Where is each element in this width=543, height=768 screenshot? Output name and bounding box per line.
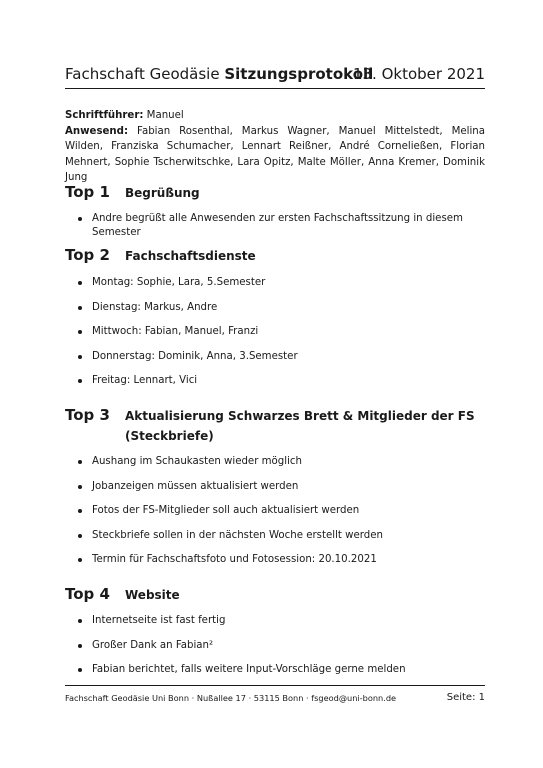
page-number: Seite: 1: [446, 692, 485, 703]
top-2-items: [65, 276, 485, 399]
attendees-list: Fabian Rosenthal, Markus Wagner, Manuel Mittelstedt, Melina Wilden, Franziska Schumacher, Lennart Reißner, André Corneließen, Florian Mehnert, Sophie Tscherwitschke, Lara Opitz, Malte Möller, Anna Kremer, Dominik Jung: [65, 125, 485, 183]
page-header: [65, 62, 485, 86]
top-4-title: Website: [125, 588, 180, 602]
list-item: Aushang im Schaukasten wieder möglich: [65, 455, 485, 480]
list-item: Termin für Fachschaftsfoto und Fotosession: 20.10.2021: [65, 553, 485, 578]
page-footer: [65, 690, 485, 706]
header-date: 13. Oktober 2021: [352, 65, 485, 83]
top-4-number: Top 4: [65, 585, 110, 603]
list-item: Fotos der FS-Mitglieder soll auch aktualisiert werden: [65, 504, 485, 529]
footer-divider: [65, 685, 485, 686]
top-1-number: Top 1: [65, 183, 110, 201]
header-divider: [65, 88, 485, 89]
top-3-number: Top 3: [65, 406, 110, 424]
list-item: Donnerstag: Dominik, Anna, 3.Semester: [65, 350, 485, 375]
list-item: Andre begrüßt alle Anwesenden zur ersten Fachschaftssitzung in diesem Semester: [65, 212, 485, 237]
list-item: Fabian berichtet, falls weitere Input-Vorschläge gerne melden: [65, 663, 485, 688]
header-doc-type: Sitzungsprotokoll: [224, 65, 374, 83]
list-item: Montag: Sophie, Lara, 5.Semester: [65, 276, 485, 301]
top-3-title: Aktualisierung Schwarzes Brett & Mitglieder der FS (Steckbriefe): [125, 409, 475, 443]
list-item: Freitag: Lennart, Vici: [65, 374, 485, 399]
top-3-items: [65, 455, 485, 578]
meta-block: [65, 108, 485, 186]
list-item: Jobanzeigen müssen aktualisiert werden: [65, 480, 485, 505]
list-item: Internetseite ist fast fertig: [65, 614, 485, 639]
top-4-items: [65, 614, 485, 688]
header-org: Fachschaft Geodäsie: [65, 65, 220, 83]
recorder-line: [65, 108, 485, 124]
top-2-title: Fachschaftsdienste: [125, 249, 256, 263]
recorder-name: Manuel: [146, 110, 184, 121]
attendees-line: [65, 124, 485, 186]
top-1-items: [65, 212, 485, 237]
list-item: Großer Dank an Fabian²: [65, 639, 485, 664]
list-item: Dienstag: Markus, Andre: [65, 301, 485, 326]
top-1-title: Begrüßung: [125, 186, 200, 200]
footer-address: Fachschaft Geodäsie Uni Bonn · Nußallee 17 · 53115 Bonn · fsgeod@uni-bonn.de: [65, 693, 397, 703]
top-2-number: Top 2: [65, 246, 110, 264]
list-item: Mittwoch: Fabian, Manuel, Franzi: [65, 325, 485, 350]
attendees-label: Anwesend:: [65, 125, 129, 137]
list-item: Steckbriefe sollen in der nächsten Woche erstellt werden: [65, 529, 485, 554]
recorder-label: Schriftführer:: [65, 110, 144, 121]
